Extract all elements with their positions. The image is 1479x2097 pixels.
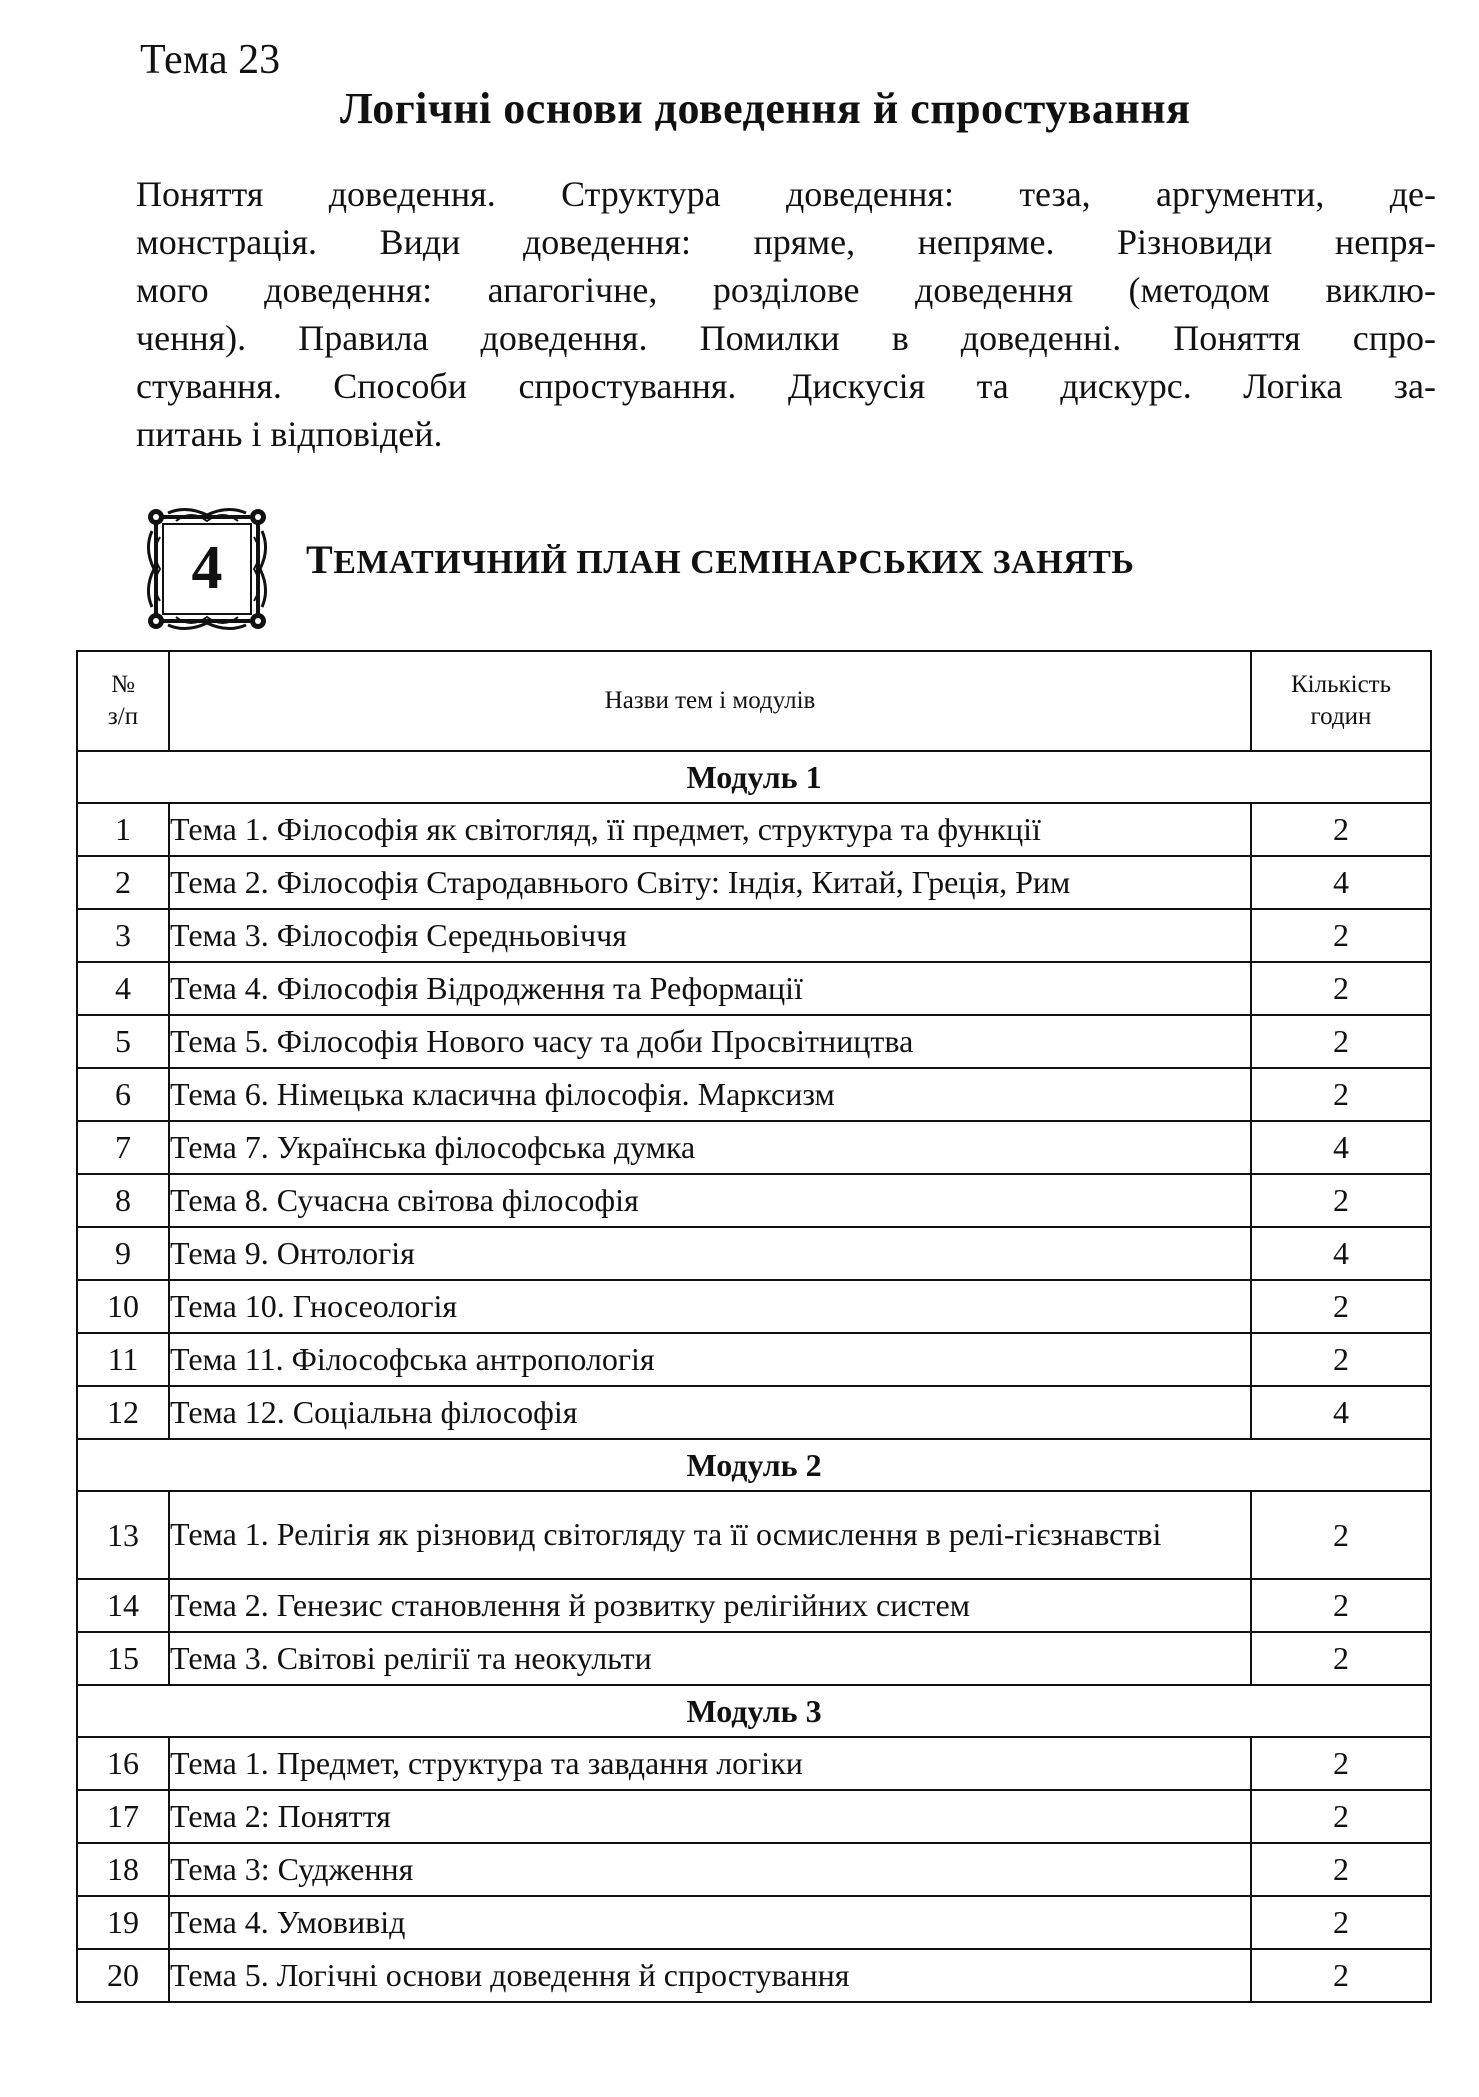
row-topic: Тема 4. Філософія Відродження та Реформації xyxy=(169,962,1251,1015)
row-hours: 2 xyxy=(1251,1015,1431,1068)
row-number: 4 xyxy=(77,962,169,1015)
description-line: стування. Способи спростування. Дискусія та дискурс. Логіка за- xyxy=(136,366,1436,406)
header-hours-line1: Кількість xyxy=(1290,671,1391,698)
table-row xyxy=(77,1843,1431,1896)
module-row xyxy=(77,751,1431,803)
row-hours: 2 xyxy=(1251,909,1431,962)
row-hours: 2 xyxy=(1251,1737,1431,1790)
row-topic: Тема 12. Соціальна філософія xyxy=(169,1386,1251,1439)
row-number: 14 xyxy=(77,1579,169,1632)
table-row xyxy=(77,909,1431,962)
table-row xyxy=(77,856,1431,909)
header-number-line2: з/п xyxy=(107,703,139,730)
row-topic: Тема 1. Предмет, структура та завдання логіки xyxy=(169,1737,1251,1790)
header-topic-name: Назви тем і модулів xyxy=(169,651,1251,751)
table-row xyxy=(77,1632,1431,1685)
row-hours: 2 xyxy=(1251,1843,1431,1896)
row-hours: 2 xyxy=(1251,803,1431,856)
row-topic: Тема 8. Сучасна світова філософія xyxy=(169,1174,1251,1227)
table-row xyxy=(77,1015,1431,1068)
row-topic: Тема 3: Судження xyxy=(169,1843,1251,1896)
row-number: 8 xyxy=(77,1174,169,1227)
row-topic: Тема 1. Релігія як різновид світогляду та її осмислення в релі-гієзнавстві xyxy=(169,1491,1251,1579)
row-number: 1 xyxy=(77,803,169,856)
row-hours: 2 xyxy=(1251,1333,1431,1386)
row-number: 10 xyxy=(77,1280,169,1333)
row-number: 13 xyxy=(77,1491,169,1579)
row-number: 12 xyxy=(77,1386,169,1439)
row-number: 20 xyxy=(77,1949,169,2002)
row-topic: Тема 2. Генезис становлення й розвитку релігійних систем xyxy=(169,1579,1251,1632)
section-heading xyxy=(306,535,1134,588)
row-topic: Тема 5. Логічні основи доведення й спростування xyxy=(169,1949,1251,2002)
row-hours: 2 xyxy=(1251,1579,1431,1632)
table-row xyxy=(77,962,1431,1015)
row-topic: Тема 5. Філософія Нового часу та доби Просвітництва xyxy=(169,1015,1251,1068)
section-number: 4 xyxy=(191,534,223,602)
row-topic: Тема 2. Філософія Стародавнього Світу: Індія, Китай, Греція, Рим xyxy=(169,856,1251,909)
row-number: 16 xyxy=(77,1737,169,1790)
table-row xyxy=(77,1386,1431,1439)
description-line: монстрація. Види доведення: пряме, непряме. Різновиди непря- xyxy=(136,222,1436,262)
table-row xyxy=(77,1896,1431,1949)
topic-title: Логічні основи доведення й спростування xyxy=(340,84,1191,133)
description-line: чення). Правила доведення. Помилки в доведенні. Поняття спро- xyxy=(136,318,1436,358)
row-topic: Тема 3. Світові релігії та неокульти xyxy=(169,1632,1251,1685)
row-hours: 4 xyxy=(1251,1386,1431,1439)
row-hours: 2 xyxy=(1251,1790,1431,1843)
section-heading-initial: Т xyxy=(306,537,334,582)
row-hours: 2 xyxy=(1251,1896,1431,1949)
table-row xyxy=(77,1280,1431,1333)
row-hours: 2 xyxy=(1251,962,1431,1015)
row-hours: 2 xyxy=(1251,1632,1431,1685)
row-topic: Тема 7. Українська філософська думка xyxy=(169,1121,1251,1174)
row-number: 11 xyxy=(77,1333,169,1386)
row-topic: Тема 10. Гносеологія xyxy=(169,1280,1251,1333)
row-number: 19 xyxy=(77,1896,169,1949)
header-hours xyxy=(1251,651,1431,751)
row-number: 2 xyxy=(77,856,169,909)
table-row xyxy=(77,1333,1431,1386)
section-heading-text: ЕМАТИЧНИЙ ПЛАН СЕМІНАРСЬКИХ ЗАНЯТЬ xyxy=(333,544,1135,581)
table-row xyxy=(77,1491,1431,1579)
row-topic: Тема 6. Німецька класична філософія. Марксизм xyxy=(169,1068,1251,1121)
module-row xyxy=(77,1439,1431,1491)
row-topic: Тема 1. Філософія як світогляд, її предмет, структура та функції xyxy=(169,803,1251,856)
seminar-plan-table xyxy=(76,650,1432,2003)
table-row xyxy=(77,1068,1431,1121)
table-row xyxy=(77,1227,1431,1280)
header-number xyxy=(77,651,169,751)
row-topic: Тема 9. Онтологія xyxy=(169,1227,1251,1280)
topic-number: Тема 23 xyxy=(140,37,281,83)
description-line: Поняття доведення. Структура доведення: теза, аргументи, де- xyxy=(136,174,1436,214)
row-hours: 2 xyxy=(1251,1491,1431,1579)
row-number: 18 xyxy=(77,1843,169,1896)
row-number: 7 xyxy=(77,1121,169,1174)
table-header-row xyxy=(77,651,1431,751)
table-row xyxy=(77,1121,1431,1174)
row-hours: 2 xyxy=(1251,1174,1431,1227)
row-topic: Тема 2: Поняття xyxy=(169,1790,1251,1843)
header-number-line1: № xyxy=(111,671,135,698)
module-title: Модуль 2 xyxy=(77,1439,1431,1491)
table-row xyxy=(77,1790,1431,1843)
module-title: Модуль 3 xyxy=(77,1685,1431,1737)
table-row xyxy=(77,803,1431,856)
row-topic: Тема 11. Філософська антропологія xyxy=(169,1333,1251,1386)
row-hours: 4 xyxy=(1251,1121,1431,1174)
table-row xyxy=(77,1949,1431,2002)
ornament-frame-icon xyxy=(146,507,268,631)
row-hours: 2 xyxy=(1251,1280,1431,1333)
description-line: мого доведення: апагогічне, розділове доведення (методом виклю- xyxy=(136,270,1436,310)
row-hours: 4 xyxy=(1251,856,1431,909)
row-number: 6 xyxy=(77,1068,169,1121)
module-title: Модуль 1 xyxy=(77,751,1431,803)
row-hours: 4 xyxy=(1251,1227,1431,1280)
table-row xyxy=(77,1737,1431,1790)
row-hours: 2 xyxy=(1251,1068,1431,1121)
module-row xyxy=(77,1685,1431,1737)
topic-description xyxy=(136,170,1436,458)
row-number: 5 xyxy=(77,1015,169,1068)
header-hours-line2: годин xyxy=(1310,703,1372,730)
row-number: 17 xyxy=(77,1790,169,1843)
row-topic: Тема 3. Філософія Середньовіччя xyxy=(169,909,1251,962)
table-row xyxy=(77,1174,1431,1227)
row-number: 15 xyxy=(77,1632,169,1685)
row-number: 3 xyxy=(77,909,169,962)
row-hours: 2 xyxy=(1251,1949,1431,2002)
table-row xyxy=(77,1579,1431,1632)
row-number: 9 xyxy=(77,1227,169,1280)
description-line: питань і відповідей. xyxy=(136,414,443,454)
section-number-emblem xyxy=(146,507,268,631)
row-topic: Тема 4. Умовивід xyxy=(169,1896,1251,1949)
